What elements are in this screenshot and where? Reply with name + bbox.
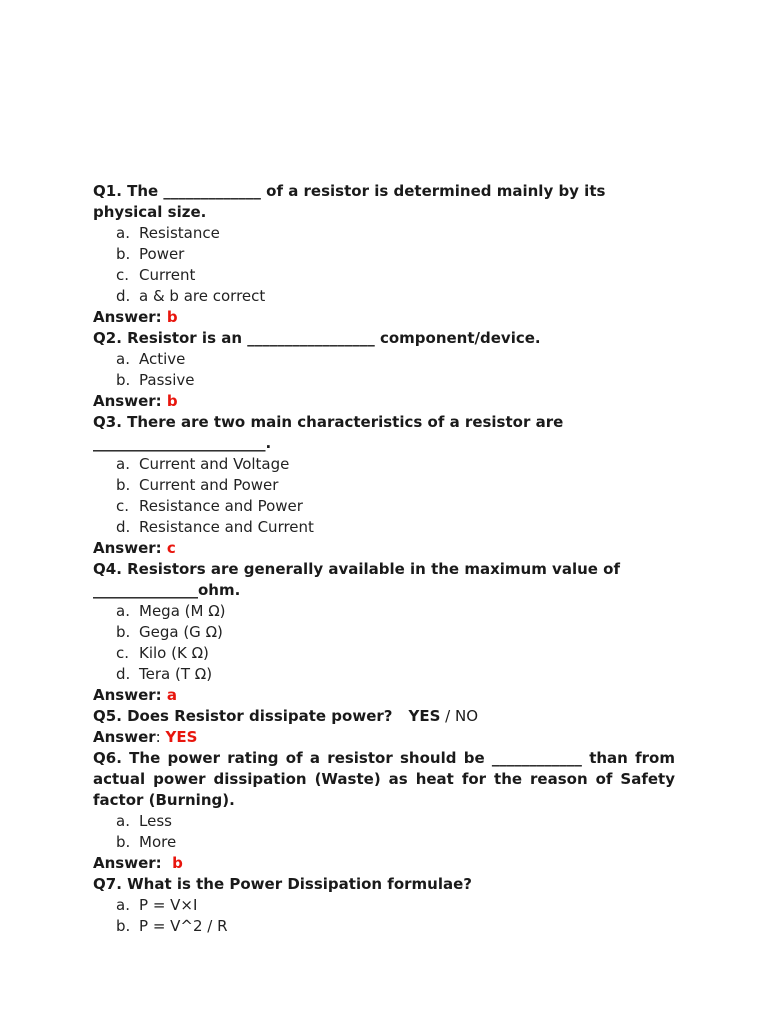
option-letter: a. bbox=[116, 350, 130, 368]
q4-option-c bbox=[93, 643, 675, 664]
q2-option-a bbox=[93, 349, 675, 370]
option-text: More bbox=[139, 833, 177, 851]
option-text: Mega (M Ω) bbox=[139, 602, 226, 620]
option-letter: d. bbox=[116, 518, 131, 536]
answer-label: Answer: bbox=[93, 686, 167, 704]
question-1: Q1. The _____________ of a resistor is determined mainly by its physical size. bbox=[93, 182, 606, 221]
option-text: Current bbox=[139, 266, 196, 284]
option-letter: c. bbox=[116, 497, 130, 515]
option-text: Resistance and Current bbox=[139, 518, 314, 536]
question-4-line-2: ______________ohm. bbox=[93, 581, 241, 599]
answer-value: b bbox=[166, 392, 178, 410]
option-letter: c. bbox=[116, 644, 130, 662]
option-text: Kilo (K Ω) bbox=[139, 644, 209, 662]
q4-answer bbox=[93, 685, 675, 706]
quiz-document bbox=[93, 181, 675, 937]
answer-label: Answer: bbox=[93, 308, 167, 326]
option-letter: a. bbox=[116, 896, 130, 914]
option-letter: b. bbox=[116, 917, 131, 935]
answer-value: YES bbox=[165, 728, 198, 746]
option-letter: a. bbox=[116, 812, 130, 830]
answer-value: b bbox=[166, 308, 178, 326]
q4-option-a bbox=[93, 601, 675, 622]
q5-choice-yes: YES bbox=[408, 707, 441, 725]
q3-option-d bbox=[93, 517, 675, 538]
q7-option-b bbox=[93, 916, 675, 937]
option-text: Tera (T Ω) bbox=[139, 665, 213, 683]
option-text: Gega (G Ω) bbox=[139, 623, 223, 641]
q6-option-a bbox=[93, 811, 675, 832]
answer-colon: : bbox=[155, 728, 166, 746]
option-text: P = V^2 / R bbox=[139, 917, 228, 935]
option-letter: d. bbox=[116, 665, 131, 683]
q1-option-a bbox=[93, 223, 675, 244]
option-letter: a. bbox=[116, 602, 130, 620]
q1-option-b bbox=[93, 244, 675, 265]
q5-choice-separator: / bbox=[440, 707, 455, 725]
q7-option-a bbox=[93, 895, 675, 916]
question-3-line-1: Q3. There are two main characteristics of a resistor are bbox=[93, 413, 564, 431]
option-text: Active bbox=[139, 350, 186, 368]
question-4 bbox=[93, 559, 675, 601]
answer-label: Answer: bbox=[93, 854, 173, 872]
question-2: Q2. Resistor is an _________________ component/device. bbox=[93, 329, 541, 347]
q3-answer bbox=[93, 538, 675, 559]
question-7: Q7. What is the Power Dissipation formulae? bbox=[93, 875, 472, 893]
q4-option-d bbox=[93, 664, 675, 685]
option-letter: a. bbox=[116, 224, 130, 242]
q6-answer bbox=[93, 853, 675, 874]
option-letter: a. bbox=[116, 455, 130, 473]
answer-value: c bbox=[166, 539, 176, 557]
option-text: a & b are correct bbox=[139, 287, 266, 305]
option-text: P = V×I bbox=[139, 896, 198, 914]
answer-label: Answer: bbox=[93, 392, 167, 410]
option-letter: b. bbox=[116, 476, 131, 494]
question-3 bbox=[93, 412, 675, 454]
q1-option-d bbox=[93, 286, 675, 307]
q5-answer bbox=[93, 727, 675, 748]
answer-value: a bbox=[166, 686, 177, 704]
q2-answer bbox=[93, 391, 675, 412]
q3-option-c bbox=[93, 496, 675, 517]
option-letter: b. bbox=[116, 245, 131, 263]
q1-option-c bbox=[93, 265, 675, 286]
option-letter: c. bbox=[116, 266, 130, 284]
option-letter: b. bbox=[116, 833, 131, 851]
option-text: Less bbox=[139, 812, 172, 830]
q2-option-b bbox=[93, 370, 675, 391]
answer-value: b bbox=[172, 854, 183, 872]
q6-option-b bbox=[93, 832, 675, 853]
question-4-line-1: Q4. Resistors are generally available in the maximum value of bbox=[93, 560, 620, 578]
question-5-text: Q5. Does Resistor dissipate power? bbox=[93, 707, 393, 725]
answer-label: Answer bbox=[93, 728, 156, 746]
option-text: Resistance bbox=[139, 224, 220, 242]
option-text: Resistance and Power bbox=[139, 497, 303, 515]
option-letter: b. bbox=[116, 623, 131, 641]
q3-option-b bbox=[93, 475, 675, 496]
option-text: Power bbox=[139, 245, 185, 263]
q4-option-b bbox=[93, 622, 675, 643]
question-3-line-2: _______________________. bbox=[93, 434, 272, 452]
answer-label: Answer: bbox=[93, 539, 167, 557]
question-5 bbox=[93, 706, 675, 727]
q5-choice-no: NO bbox=[455, 707, 479, 725]
option-letter: d. bbox=[116, 287, 131, 305]
option-text: Current and Power bbox=[139, 476, 279, 494]
option-text: Current and Voltage bbox=[139, 455, 290, 473]
question-6: Q6. The power rating of a resistor should be ____________ than from actual power dissipation (Waste) as heat for the reason of Safety factor (Burning). bbox=[93, 749, 675, 809]
q3-option-a bbox=[93, 454, 675, 475]
q1-answer bbox=[93, 307, 675, 328]
option-text: Passive bbox=[139, 371, 195, 389]
option-letter: b. bbox=[116, 371, 131, 389]
